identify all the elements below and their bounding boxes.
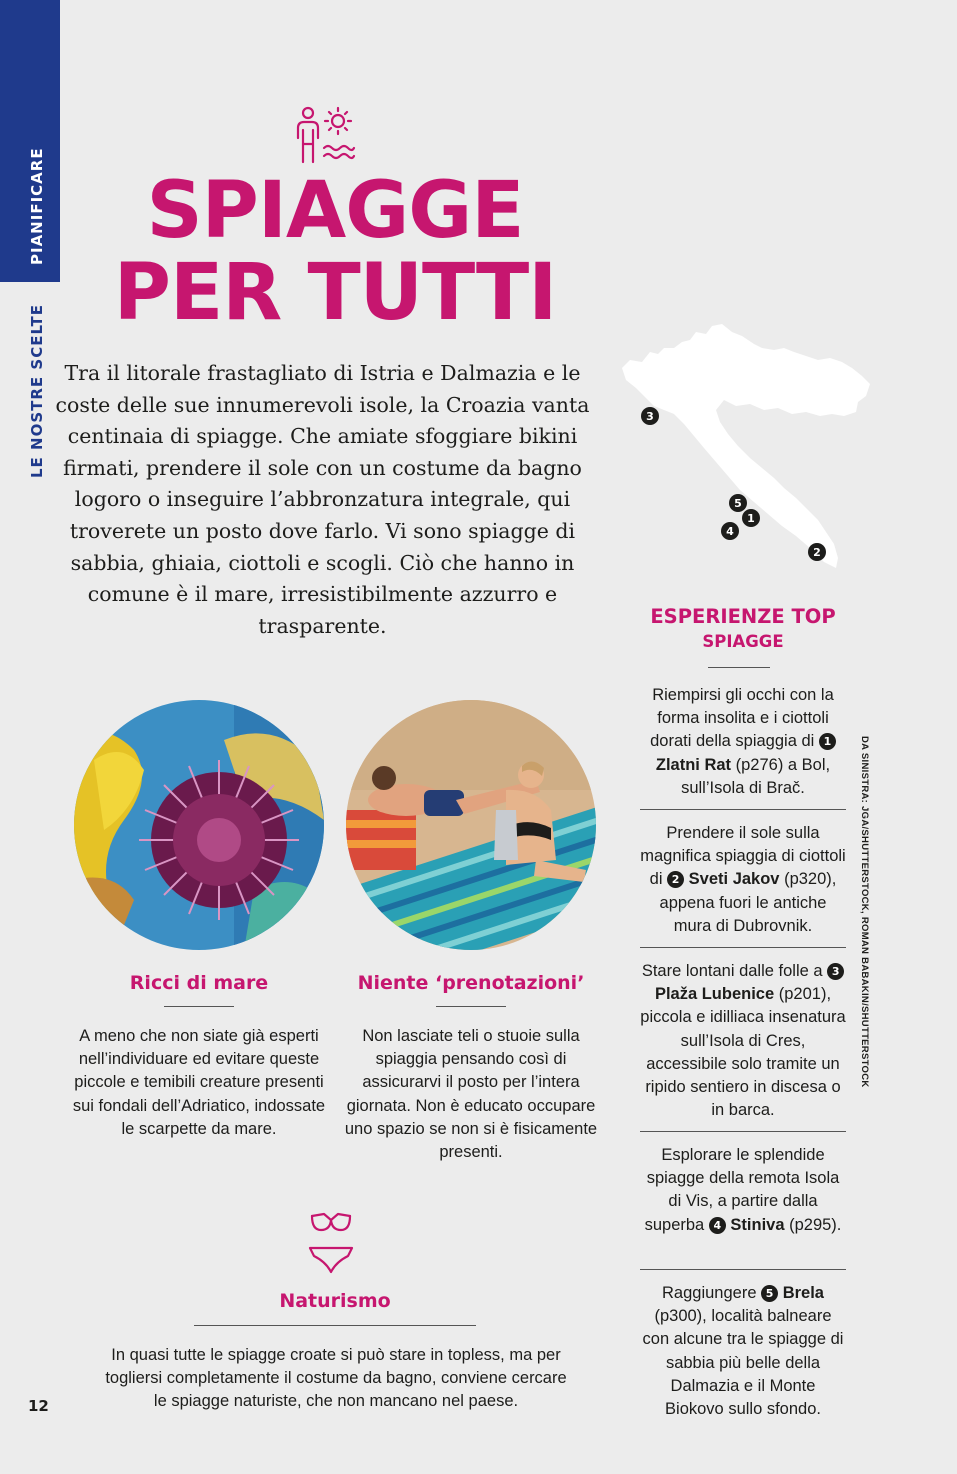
page-title <box>100 166 570 338</box>
person-sun-waves-icon <box>292 104 356 166</box>
experience-item: Raggiungere 5 Brela (p300), località balneare con alcune tra le spiagge di sabbia più belle della Dalmazia e il Monte Biokovo sullo sfondo. <box>642 1284 844 1419</box>
feature-text-reservations: Non lasciate teli o stuoie sulla spiaggia pensando così di assicurarvi il posto per l’intera giornata. Non è educato occupare uno spazio se non si è fisicamente presenti. <box>344 1027 598 1162</box>
beach-name: Plaža Lubenice <box>654 985 775 1004</box>
intro-paragraph: Tra il litorale frastagliato di Istria e Dalmazia e le coste delle sue innumerevoli isole, la Croazia vanta centinaia di spiagge. Che amiate sfoggiare bikini firmati, prendere il sole con un costume da bagno logoro o inseguire l’abbronzatura integrale, qui troverete un posto dove farlo. Vi sono spiagge di sabbia, ghiaia, ciottoli e scogli. Ciò che hanno in comune è il mare, irresistibilmente azzurro e trasparente. <box>55 361 590 638</box>
feature-text-sea-urchins: A meno che non siate già esperti nell’individuare ed evitare queste piccole e temibili creature presenti sui fondali dell’Adriatico, indossate le scarpette da mare. <box>72 1027 326 1138</box>
feature-heading-reservations: Niente ‘prenotazioni’ <box>357 972 585 994</box>
number-badge: 2 <box>667 871 684 888</box>
sea-urchin-photo <box>74 700 324 950</box>
title-line-2: PER TUTTI <box>113 248 557 338</box>
bikini-icon <box>306 1210 356 1276</box>
map-marker-1: 1 <box>747 512 755 525</box>
croatia-map <box>612 318 874 580</box>
naturism-heading: Naturismo <box>279 1290 391 1312</box>
divider <box>640 947 846 948</box>
divider <box>708 667 770 668</box>
number-badge: 1 <box>819 733 836 750</box>
naturism-text: In quasi tutte le spiagge croate si può stare in topless, ma per togliersi completamente il costume da bagno, conviene cercare le spiagge naturiste, che non mancano nel paese. <box>105 1346 567 1411</box>
experience-item: Stare lontani dalle folle a 3 Plaža Lubenice (p201), piccola e idilliaca insenatura sull’Isola di Cres, accessibile solo tramite un ripido sentiero in discesa o in barca. <box>640 962 846 1120</box>
divider <box>640 809 846 810</box>
experience-item: Riempirsi gli occhi con la forma insolita e i ciottoli dorati della spiaggia di 1 Zlatni Rat (p276) a Bol, sull’Isola di Brač. <box>640 684 846 800</box>
beach-name: Sveti Jakov <box>688 870 780 889</box>
section-label: PIANIFICARE <box>28 147 46 265</box>
divider <box>436 1006 506 1007</box>
beach-name: Brela <box>782 1284 824 1302</box>
divider <box>640 1131 846 1132</box>
beach-photo <box>346 700 596 950</box>
map-marker-4: 4 <box>726 525 734 538</box>
feature-heading-sea-urchins: Ricci di mare <box>129 972 269 994</box>
experience-item: Esplorare le splendide spiagge della remota Isola di Vis, a partire dalla superba 4 Stiniva (p295). <box>644 1146 842 1234</box>
divider <box>640 1269 846 1270</box>
map-marker-3: 3 <box>646 410 654 423</box>
number-badge: 5 <box>761 1285 778 1302</box>
beach-name: Zlatni Rat <box>655 755 732 774</box>
page-number: 12 <box>28 1397 49 1415</box>
experiences-title: ESPERIENZE TOP <box>650 605 836 628</box>
map-marker-2: 2 <box>813 546 821 559</box>
beach-name: Stiniva <box>730 1215 785 1234</box>
divider <box>164 1006 234 1007</box>
map-marker-5: 5 <box>734 497 742 510</box>
title-line-1: SPIAGGE <box>146 166 524 256</box>
experience-item: Prendere il sole sulla magnifica spiaggia di ciottoli di 2 Sveti Jakov (p320), appena fuori le antiche mura di Dubrovnik. <box>640 824 846 935</box>
divider <box>194 1325 476 1326</box>
photo-credit: DA SINISTRA: JGA/SHUTTERSTOCK, ROMAN BABAKIN/SHUTTERSTOCK <box>859 736 870 1088</box>
number-badge: 3 <box>827 963 844 980</box>
number-badge: 4 <box>709 1217 726 1234</box>
experiences-subtitle: SPIAGGE <box>702 632 784 651</box>
subsection-label: LE NOSTRE SCELTE <box>28 304 46 478</box>
